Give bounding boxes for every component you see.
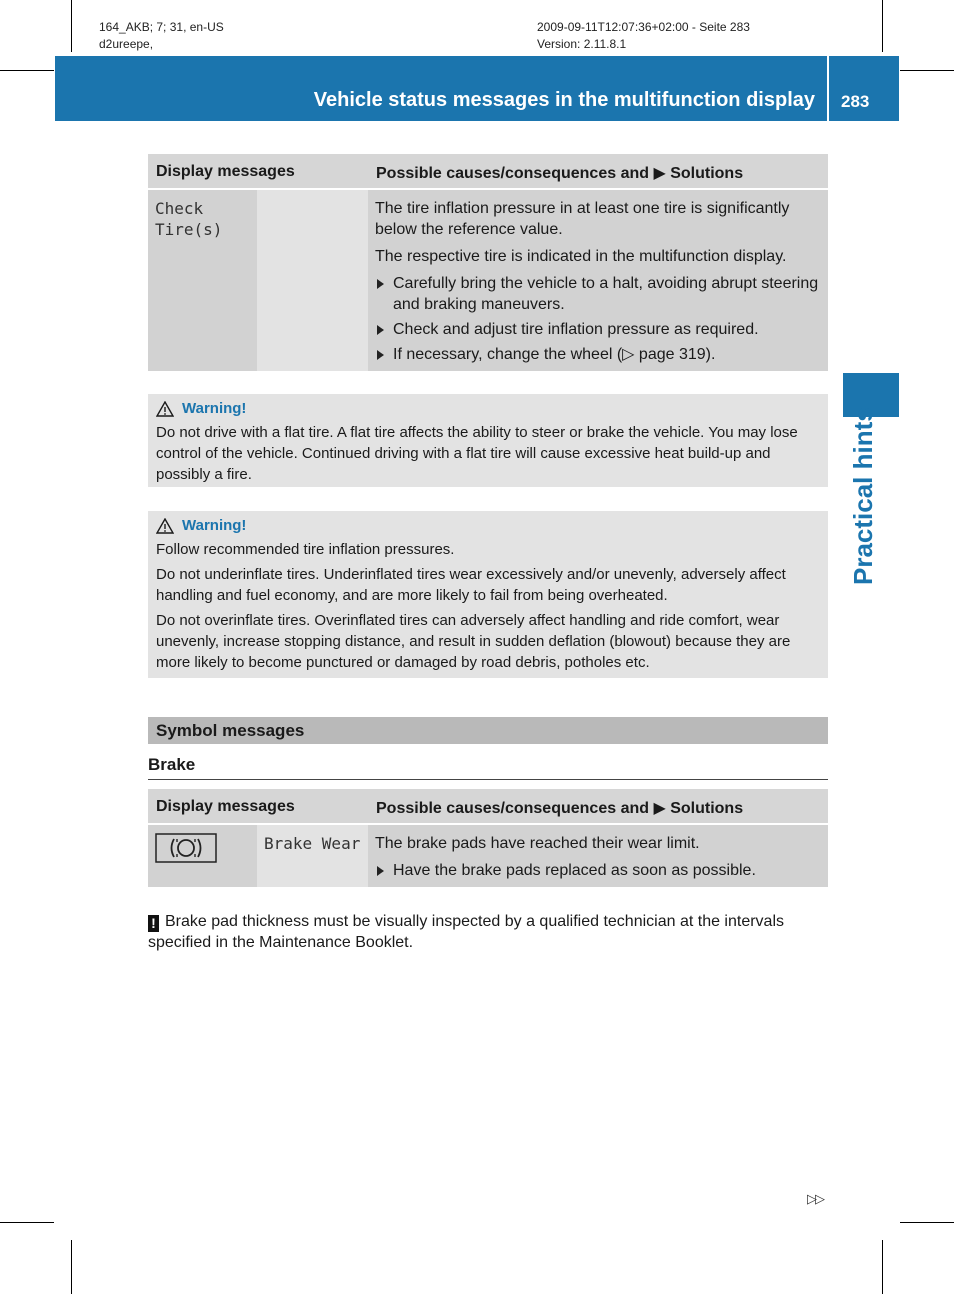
warning-title: Warning! — [182, 400, 247, 417]
crop-mark — [71, 1240, 72, 1294]
continue-marker: ▷▷ — [807, 1191, 823, 1206]
solution-step — [375, 344, 821, 365]
meta-line: d2ureepe, — [99, 37, 154, 51]
warning-text: Do not drive with a flat tire. A flat tire affects the ability to steer or brake the vehicle. You may lose control of the vehicle. Continued driving with a flat tire will cause excessive heat build-up and possibly a fire. — [156, 424, 798, 483]
solution-step — [375, 273, 821, 315]
solutions-cell — [368, 190, 828, 371]
step-arrow-icon — [377, 279, 384, 289]
brake-messages-table — [148, 789, 828, 887]
warning-text: Follow recommended tire inflation pressures. — [156, 541, 455, 558]
note-text: Brake pad thickness must be visually inspected by a qualified technician at the intervals specified in the Maintenance Booklet. — [148, 913, 785, 951]
solution-step-text: Check and adjust tire inflation pressure as required. — [393, 321, 759, 338]
empty-cell — [257, 190, 368, 371]
warning-triangle-icon — [156, 401, 174, 417]
section-heading: Symbol messages — [148, 717, 828, 744]
column-header-solutions: Possible causes/consequences and ▶ Solutions — [376, 800, 744, 817]
cause-text: The brake pads have reached their wear limit. — [375, 835, 700, 852]
table-row — [148, 190, 828, 371]
meta-line: 2009-09-11T12:07:36+02:00 - Seite 283 — [537, 20, 750, 34]
step-arrow-icon — [377, 350, 384, 360]
solutions-cell — [368, 825, 828, 887]
page-title: Vehicle status messages in the multifunction display — [313, 89, 815, 111]
crop-mark — [0, 1222, 54, 1223]
step-arrow-icon — [377, 866, 384, 876]
table-header — [148, 154, 828, 188]
solution-step — [375, 319, 821, 340]
brake-wear-icon — [155, 833, 217, 863]
cause-text: The tire inflation pressure in at least one tire is significantly below the reference value. — [375, 200, 790, 238]
table-row — [148, 825, 828, 887]
crop-mark — [900, 1222, 954, 1223]
exclamation-icon: ! — [148, 915, 159, 932]
column-header-display-messages: Display messages — [156, 798, 295, 815]
header-divider — [827, 56, 829, 121]
symbol-cell — [148, 825, 257, 887]
column-header-solutions: Possible causes/consequences and ▶ Solutions — [376, 165, 744, 182]
solution-step — [375, 860, 821, 881]
meta-line: 164_AKB; 7; 31, en-US — [99, 20, 224, 34]
column-header-display-messages: Display messages — [156, 163, 295, 180]
display-message: Brake Wear — [257, 825, 368, 887]
meta-line: Version: 2.11.8.1 — [537, 37, 627, 51]
crop-mark — [900, 70, 954, 71]
crop-mark — [882, 0, 883, 52]
warning-text: Do not underinflate tires. Underinflated tires wear excessively and/or unevenly, adversely affect handling and fuel economy, and are more likely to fail from being overheated. — [156, 566, 786, 604]
cause-text: The respective tire is indicated in the multifunction display. — [375, 248, 787, 265]
crop-mark — [882, 1240, 883, 1294]
header-banner — [55, 56, 899, 121]
subsection-heading: Brake — [148, 755, 828, 780]
warning-title: Warning! — [182, 517, 247, 534]
warning-box — [148, 394, 828, 487]
display-message: Check Tire(s) — [148, 190, 257, 371]
warning-text: Do not overinflate tires. Overinflated tires can adversely affect handling and ride comfort, wear unevenly, increase stopping distance, and result in sudden deflation (blowout) because they are more likely to become punctured or damaged by road debris, potholes etc. — [156, 612, 791, 671]
page-number: 283 — [841, 92, 870, 111]
crop-mark — [0, 70, 54, 71]
warning-triangle-icon — [156, 518, 174, 534]
solution-step-text: If necessary, change the wheel (▷ page 319). — [393, 346, 716, 363]
solution-step-text: Have the brake pads replaced as soon as possible. — [393, 862, 756, 879]
solution-step-text: Carefully bring the vehicle to a halt, avoiding abrupt steering and braking maneuvers. — [393, 275, 819, 313]
display-messages-table — [148, 154, 828, 371]
warning-box — [148, 511, 828, 678]
table-header — [148, 789, 828, 823]
note — [148, 911, 838, 953]
crop-mark — [71, 0, 72, 52]
print-meta-left — [99, 19, 224, 53]
print-meta-right — [537, 19, 750, 53]
step-arrow-icon — [377, 325, 384, 335]
chapter-label: Practical hints — [848, 407, 878, 585]
warning-header — [156, 398, 820, 419]
warning-header — [156, 515, 820, 536]
